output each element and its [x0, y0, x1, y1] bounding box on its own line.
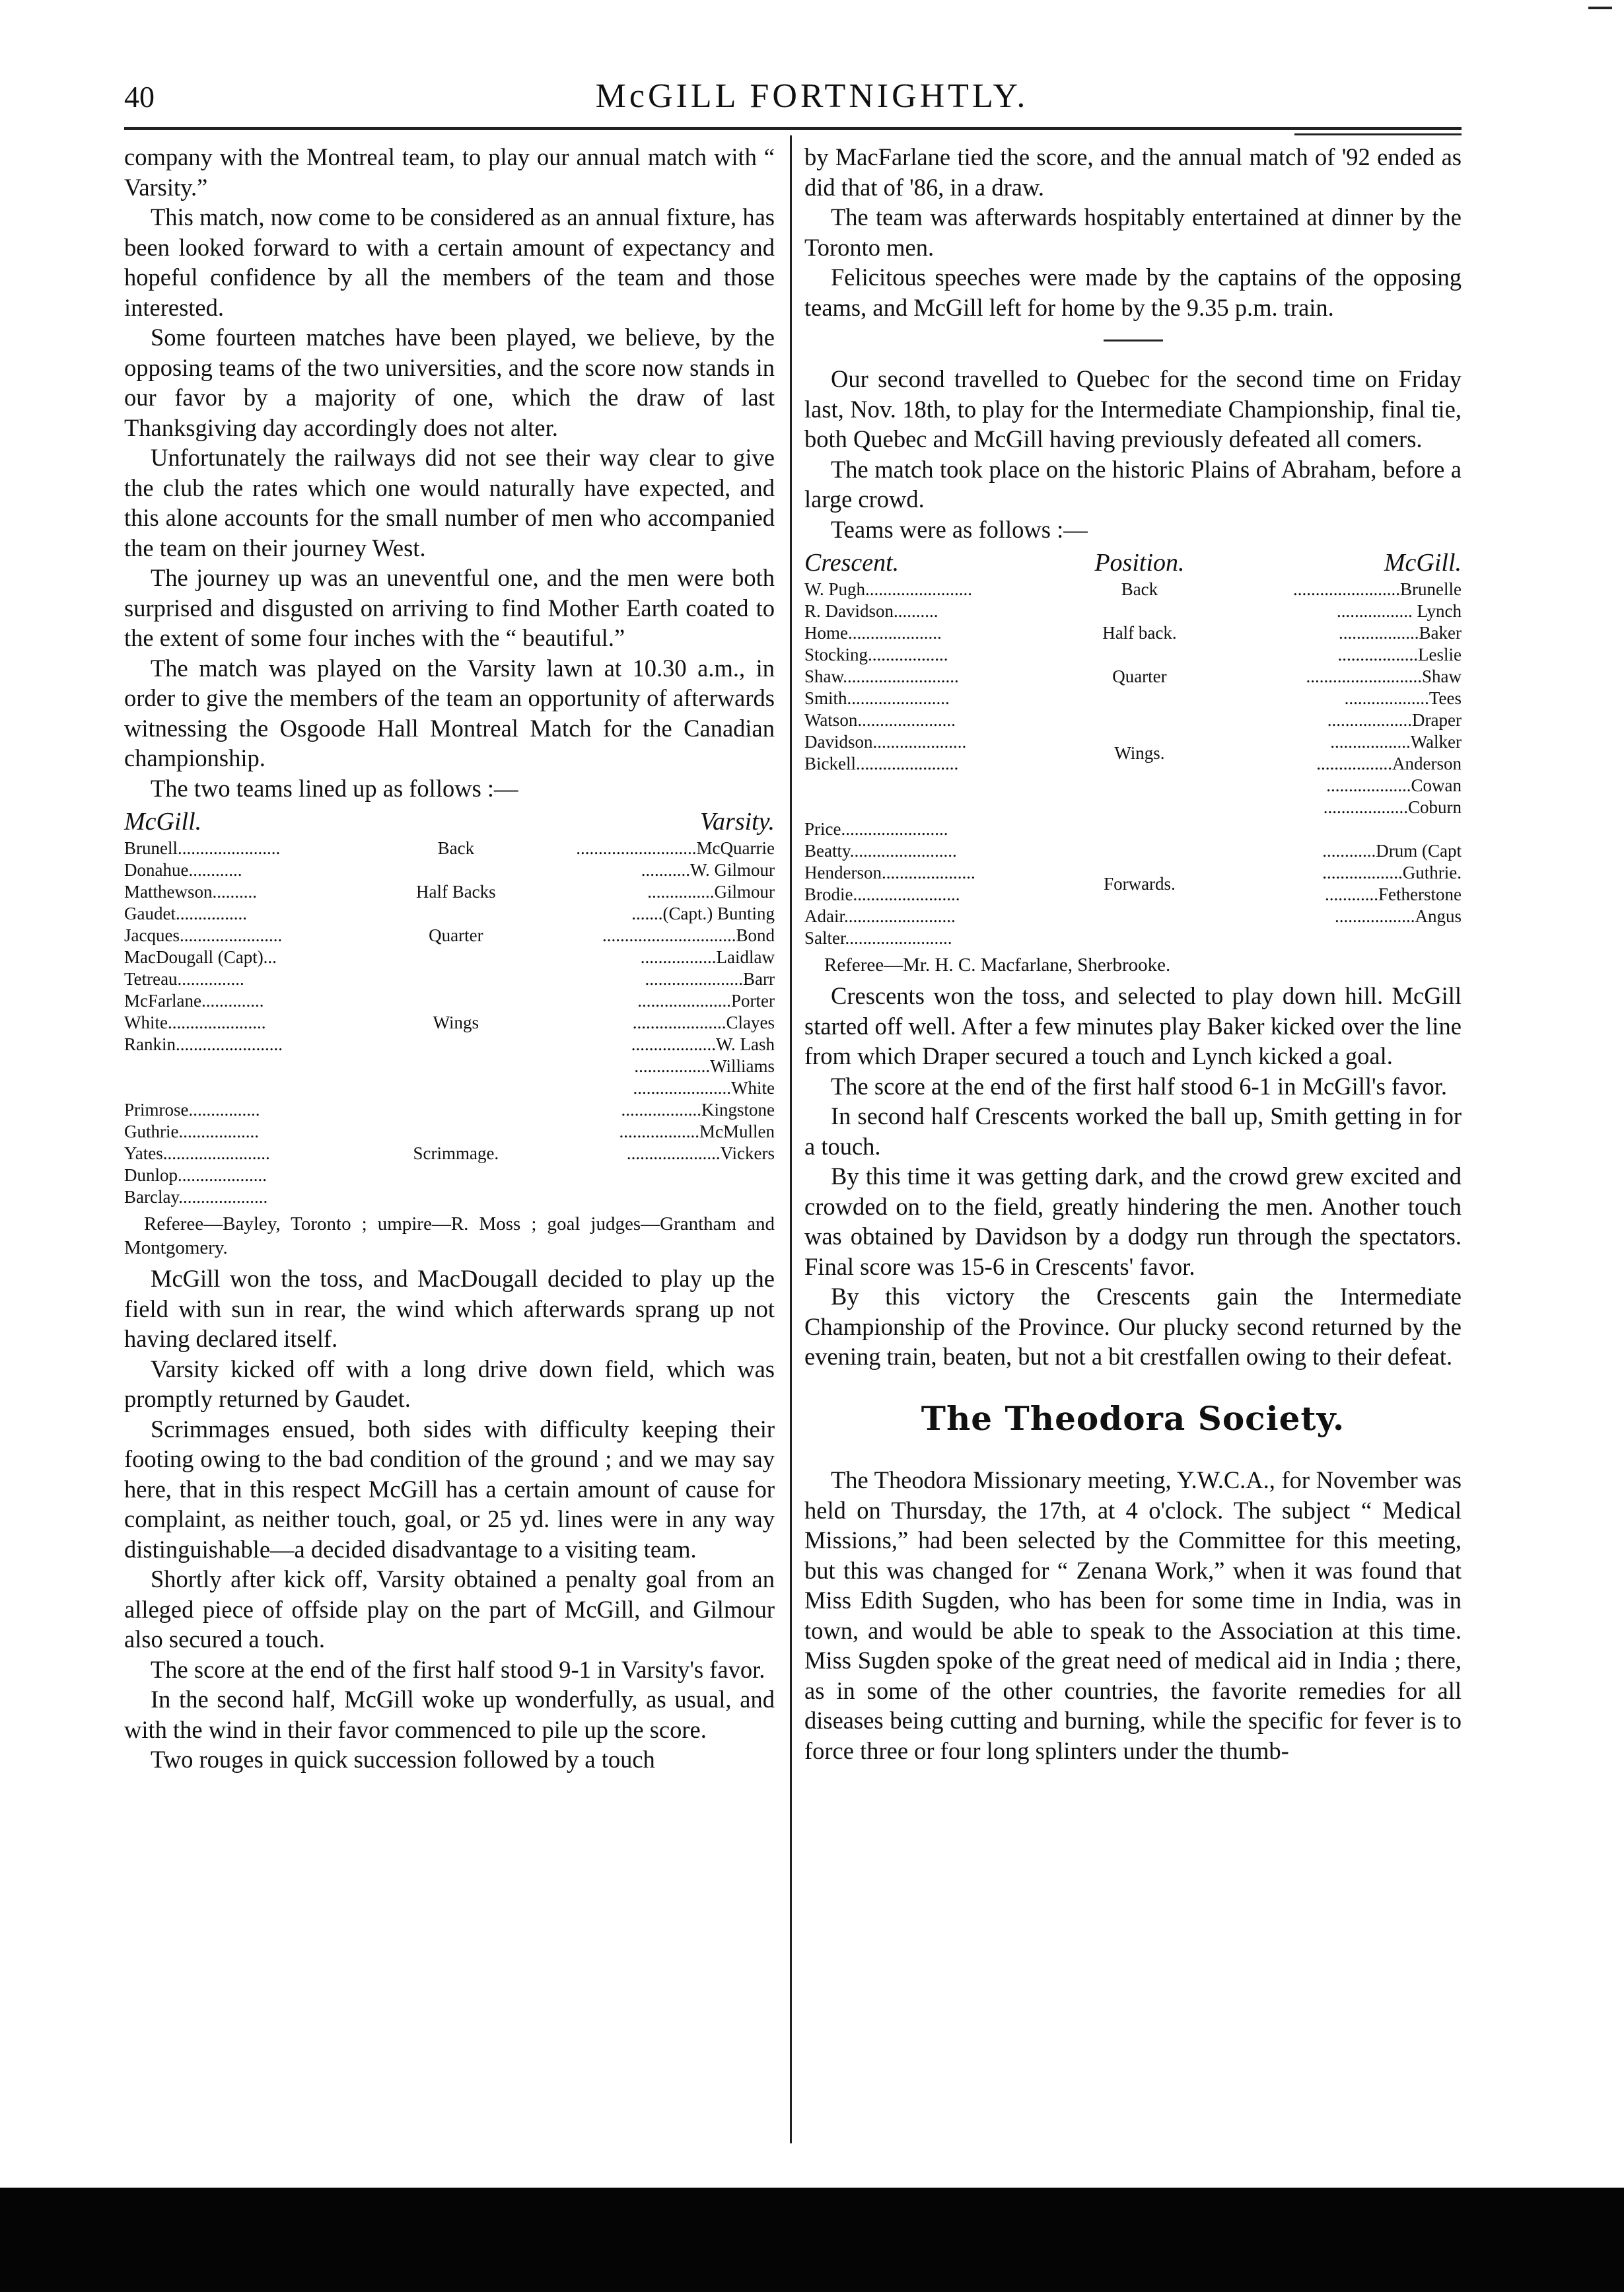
lineup-cell: ............Drum (Capt ..................Guthrie. ............Fetherstone ..................Angus — [1322, 841, 1462, 926]
paragraph: Crescents won the toss, and selected to play down hill. McGill started off well. After a few minutes play Baker kicked over the line from which Draper secured a touch and Lynch kicked a goal. — [804, 982, 1462, 1069]
lineup-position: Quarter — [429, 925, 483, 945]
lineup-position: Wings. — [1114, 742, 1165, 763]
paragraph: Our second travelled to Quebec for the second time on Friday last, Nov. 18th, to play for the Intermediate Championship, final tie, both Quebec and McGill having previously defeated all comers. — [804, 365, 1462, 452]
lineup-position: Scrimmage. — [413, 1143, 499, 1163]
lineup-cell: ..............................Bond — [602, 925, 775, 945]
paragraph: Varsity kicked off with a long drive down field, which was promptly returned by Gaudet. — [124, 1355, 775, 1412]
header-rule — [124, 127, 1462, 130]
lineup-cell: ..................Kingstone ..................McMullen .....................Vickers — [619, 1100, 775, 1163]
lineup-cell: .................Laidlaw ......................Barr .....................Porter .....................Clayes ...................W. Lash .................Williams ......................White — [631, 947, 775, 1098]
left-column — [124, 142, 775, 1775]
paragraph: By this victory the Crescents gain the Intermediate Championship of the Province. Our plucky second returned by the evening train, beaten, but not a bit crestfallen owing to their defeat. — [804, 1283, 1462, 1370]
running-title: McGILL FORTNIGHTLY. — [595, 77, 1029, 115]
paragraph: Some fourteen matches have been played, we believe, by the opposing teams of the two universities, and the score now stands in our favor by a majority of one, which the draw of last Thanksgiving day accordingly does not alter. — [124, 324, 775, 441]
lineup-position: Half back. — [1102, 623, 1177, 643]
referee-line: Referee—Mr. H. C. Macfarlane, Sherbrooke. — [824, 954, 1171, 976]
lineup-cell: ...........................McQuarrie — [576, 838, 775, 858]
mcgill-varsity-lineup — [124, 806, 775, 1208]
lineup-cell: Price........................ Beatty........................ Henderson..................... Brodie........................ Adair......................... Salter........................ — [804, 819, 975, 948]
lineup-cell: ........................Brunelle — [1293, 579, 1462, 599]
paragraph: In second half Crescents worked the ball up, Smith getting in for a touch. — [804, 1102, 1462, 1160]
paragraph: Teams were as follows :— — [831, 515, 1088, 543]
paragraph: By this time it was getting dark, and the crowd grew excited and crowded on to the field, greatly hindering the men. Another touch was obtained by Davidson by a dodgy run through the spectators. Final score was 15-6 in Crescents' favor. — [804, 1163, 1462, 1280]
column-divider — [790, 135, 792, 2143]
paragraph: Two rouges in quick succession followed by a touch — [151, 1746, 655, 1773]
paragraph: by MacFarlane tied the score, and the annual match of '92 ended as did that of '86, in a draw. — [804, 143, 1462, 201]
paragraph: The Theodora Missionary meeting, Y.W.C.A., for November was held on Thursday, the 17th, at 4 o'clock. The subject “ Medical Missions,” had been selected by the Committee for this meeting, but this was changed for “ Zenana Work,” when it was found that Miss Edith Sugden, who has been for some time in India, was in town, and would be able to speak to the Association at this time. Miss Sugden spoke of the great need of medical aid in India ; there, as in some of the other countries, the favorite remedies for all diseases being cutting and burning, while the specific for fever is to force three or four long splinters under the thumb- — [804, 1466, 1462, 1764]
lineup-cell: Jacques....................... — [124, 925, 283, 945]
section-divider — [1104, 340, 1163, 341]
lineup-head-left: McGill. — [124, 808, 202, 836]
lineup-position: Back — [437, 838, 475, 858]
lineup-head-left: Crescent. — [804, 549, 900, 577]
paragraph: Scrimmages ensued, both sides with difficulty keeping their footing owing to the bad condition of the ground ; and we may say here, that in this respect McGill has a certain amount of cause for complaint, as neither touch, goal, or 25 yd. lines were in any way distinguishable—a decided disadvantage to a visiting team. — [124, 1415, 775, 1563]
paragraph: The match took place on the historic Plains of Abraham, before a large crowd. — [804, 455, 1462, 513]
lineup-cell: Brunell....................... — [124, 838, 281, 858]
lineup-position: Back — [1121, 579, 1158, 599]
scan-bottom-bar — [0, 2188, 1624, 2292]
paragraph: This match, now come to be considered as an annual fixture, has been looked forward to with a certain amount of expectancy and hopeful confidence by all the members of the team and those interested. — [124, 203, 775, 321]
lineup-cell: MacDougall (Capt)... Tetreau............... McFarlane.............. White...................... Rankin........................ — [124, 947, 283, 1054]
paragraph: The match was played on the Varsity lawn at 10.30 a.m., in order to give the members of the team an opportunity of afterwards witnessing the Osgoode Hall Montreal Match for the Canadian championship. — [124, 654, 775, 771]
paragraph: Shortly after kick off, Varsity obtained a penalty goal from an alleged piece of offside play on the part of McGill, and Gilmour also secured a touch. — [124, 1565, 775, 1653]
paragraph: The score at the end of the first half stood 9-1 in Varsity's favor. — [151, 1655, 765, 1683]
paragraph: Unfortunately the railways did not see their way clear to give the club the rates which one would naturally have expected, and this alone accounts for the small number of men who accompanied the team on their journey West. — [124, 444, 775, 561]
paragraph: The two teams lined up as follows :— — [151, 774, 518, 802]
paragraph: company with the Montreal team, to play our annual match with “ Varsity.” — [124, 143, 775, 201]
lineup-cell: ................. Lynch ..................Baker ..................Leslie — [1337, 601, 1462, 664]
lineup-head-right: McGill. — [1384, 549, 1462, 577]
crescent-mcgill-lineup — [804, 547, 1462, 949]
section-heading: The Theodora Society. — [921, 1398, 1345, 1438]
lineup-head-right: Varsity. — [700, 808, 775, 836]
page-number: 40 — [124, 80, 155, 114]
lineup-cell: ..........................Shaw — [1306, 666, 1462, 686]
lineup-head-mid: Position. — [1094, 549, 1185, 577]
referee-line: Referee—Bayley, Toronto ; umpire—R. Moss ; goal judges—Grantham and Montgomery. — [124, 1213, 775, 1258]
paragraph: Felicitous speeches were made by the captains of the opposing teams, and McGill left for home by the 9.35 p.m. train. — [804, 264, 1462, 321]
right-column — [804, 142, 1462, 1766]
paragraph: McGill won the toss, and MacDougall decided to play up the field with sun in rear, the wind which afterwards sprang up not having declared itself. — [124, 1265, 775, 1352]
lineup-cell: Donahue............ Matthewson.......... Gaudet................ — [124, 860, 257, 923]
paragraph: The journey up was an uneventful one, and the men were both surprised and disgusted on arriving to find Mother Earth coated to the extent of some four inches with the “ beautiful.” — [124, 564, 775, 651]
header-rule-short — [1294, 133, 1462, 135]
lineup-position: Half Backs — [415, 882, 496, 902]
lineup-position: Quarter — [1112, 666, 1167, 686]
paragraph: In the second half, McGill woke up wonderfully, as usual, and with the wind in their favor commenced to pile up the score. — [124, 1686, 775, 1743]
lineup-position: Wings — [433, 1013, 479, 1032]
lineup-cell: R. Davidson.......... Home..................... Stocking.................. — [804, 601, 948, 664]
paragraph: The score at the end of the first half stood 6-1 in McGill's favor. — [831, 1072, 1448, 1100]
corner-mark — [1588, 7, 1612, 9]
lineup-cell: Shaw.......................... — [804, 666, 959, 686]
lineup-cell: ...........W. Gilmour ...............Gilmour .......(Capt.) Bunting — [631, 860, 775, 923]
paragraph: The team was afterwards hospitably entertained at dinner by the Toronto men. — [804, 203, 1462, 261]
lineup-cell: W. Pugh........................ — [804, 579, 973, 599]
lineup-cell: ...................Tees ...................Draper ..................Walker .................Anderson ...................Cowan ...................Coburn — [1316, 688, 1462, 817]
lineup-position: Forwards. — [1104, 873, 1176, 894]
lineup-cell: Smith....................... Watson...................... Davidson..................... Bickell....................... — [804, 688, 967, 773]
lineup-cell: Primrose................ Guthrie.................. Yates........................ Dunlop.................... Barclay.................... — [124, 1100, 270, 1207]
